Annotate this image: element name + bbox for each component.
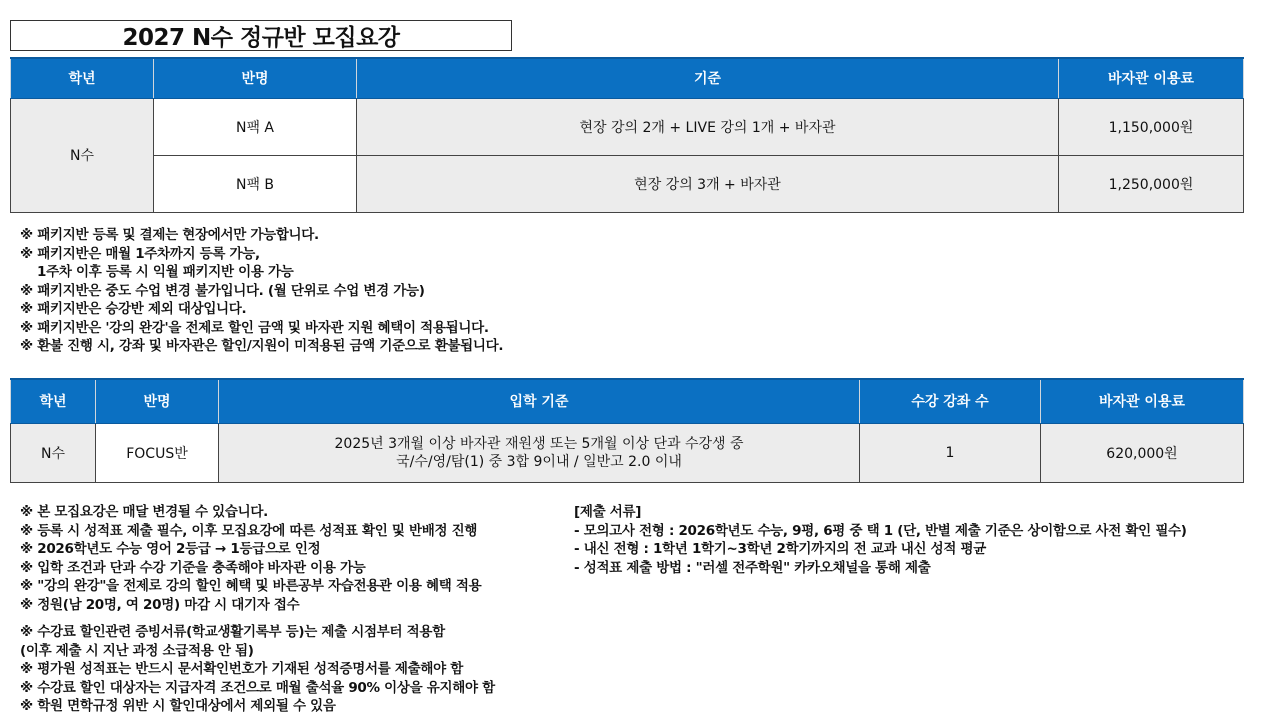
class-cell: N팩 A (154, 98, 357, 155)
note-line: ※ 환불 진행 시, 강좌 및 바자관은 할인/지원이 미적용된 금액 기준으로 환불됩니다. (20, 338, 504, 354)
note-line: 1주차 이후 등록 시 익월 패키지반 이용 가능 (37, 264, 294, 280)
note-line: (이후 제출 시 지난 과정 소급적용 안 됨) (20, 642, 254, 659)
package-table (10, 57, 1244, 213)
header-criteria: 기준 (357, 58, 1059, 98)
note-line: ※ 패키지반 등록 및 결제는 현장에서만 가능합니다. (20, 227, 319, 243)
discount-notes (20, 623, 495, 716)
note-line: ※ 등록 시 성적표 제출 필수, 이후 모집요강에 따른 성적표 확인 및 반배정 진행 (20, 522, 478, 539)
fee-cell: 1,250,000원 (1059, 155, 1244, 212)
page-title: 2027 N수 정규반 모집요강 (10, 20, 512, 51)
general-notes (20, 503, 481, 614)
criteria-cell: 현장 강의 3개 + 바자관 (357, 155, 1059, 212)
header-grade: 학년 (11, 58, 154, 98)
header-admission: 입학 기준 (219, 379, 860, 423)
note-line: ※ "강의 완강"을 전제로 강의 할인 혜택 및 바른공부 자습전용관 이용 혜택 적용 (20, 578, 482, 594)
table-row (11, 98, 1244, 155)
note-line: ※ 학원 면학규정 위반 시 할인대상에서 제외될 수 있음 (20, 698, 336, 714)
focus-table (10, 378, 1244, 483)
admission-cell (219, 423, 860, 482)
header-fee: 바자관 이용료 (1059, 58, 1244, 98)
note-line: ※ 패키지반은 매월 1주차까지 등록 가능, (20, 245, 260, 262)
header-class: 반명 (96, 379, 219, 423)
note-line: ※ 입학 조건과 단과 수강 기준을 충족해야 바자관 이용 가능 (20, 559, 366, 576)
admission-line-2: 국/수/영/탐(1) 중 3합 9이내 / 일반고 2.0 이내 (396, 453, 682, 470)
note-line: ※ 정원(남 20명, 여 20명) 마감 시 대기자 접수 (20, 596, 300, 613)
note-line: ※ 본 모집요강은 매달 변경될 수 있습니다. (20, 504, 268, 520)
criteria-cell: 현장 강의 2개 + LIVE 강의 1개 + 바자관 (357, 98, 1059, 155)
table-row (11, 155, 1244, 212)
class-cell: FOCUS반 (96, 423, 219, 482)
required-documents (574, 503, 1187, 577)
document-item: - 모의고사 전형 : 2026학년도 수능, 9평, 6평 중 택 1 (단, 반별 제출 기준은 상이함으로 사전 확인 필수) (574, 522, 1187, 539)
note-line: ※ 패키지반은 중도 수업 변경 불가입니다. (월 단위로 수업 변경 가능) (20, 282, 425, 299)
header-courses: 수강 강좌 수 (860, 379, 1041, 423)
note-line: ※ 평가원 성적표는 반드시 문서확인번호가 기재된 성적증명서를 제출해야 함 (20, 661, 463, 677)
header-grade: 학년 (11, 379, 96, 423)
fee-cell: 620,000원 (1041, 423, 1244, 482)
class-cell: N팩 B (154, 155, 357, 212)
table-row (11, 423, 1244, 482)
fee-cell: 1,150,000원 (1059, 98, 1244, 155)
document-item: - 내신 전형 : 1학년 1학기~3학년 2학기까지의 전 교과 내신 성적 평균 (574, 541, 986, 557)
note-line: ※ 수강료 할인 대상자는 지급자격 조건으로 매월 출석율 90% 이상을 유지해야 함 (20, 679, 495, 696)
note-line: ※ 2026학년도 수능 영어 2등급 → 1등급으로 인정 (20, 541, 321, 557)
courses-cell: 1 (860, 423, 1041, 482)
note-line: ※ 패키지반은 승강반 제외 대상입니다. (20, 301, 247, 317)
note-line: ※ 수강료 할인관련 증빙서류(학교생활기록부 등)는 제출 시점부터 적용함 (20, 624, 445, 640)
documents-heading: [제출 서류] (574, 504, 642, 520)
grade-cell: N수 (11, 98, 154, 212)
note-line: ※ 패키지반은 '강의 완강'을 전제로 할인 금액 및 바자관 지원 혜택이 적용됩니다. (20, 319, 489, 336)
grade-cell: N수 (11, 423, 96, 482)
document-item: - 성적표 제출 방법 : "러셀 전주학원" 카카오채널을 통해 제출 (574, 559, 931, 576)
admission-line-1: 2025년 3개월 이상 바자관 재원생 또는 5개월 이상 단과 수강생 중 (334, 435, 744, 452)
header-fee: 바자관 이용료 (1041, 379, 1244, 423)
package-notes (20, 226, 503, 356)
header-class: 반명 (154, 58, 357, 98)
